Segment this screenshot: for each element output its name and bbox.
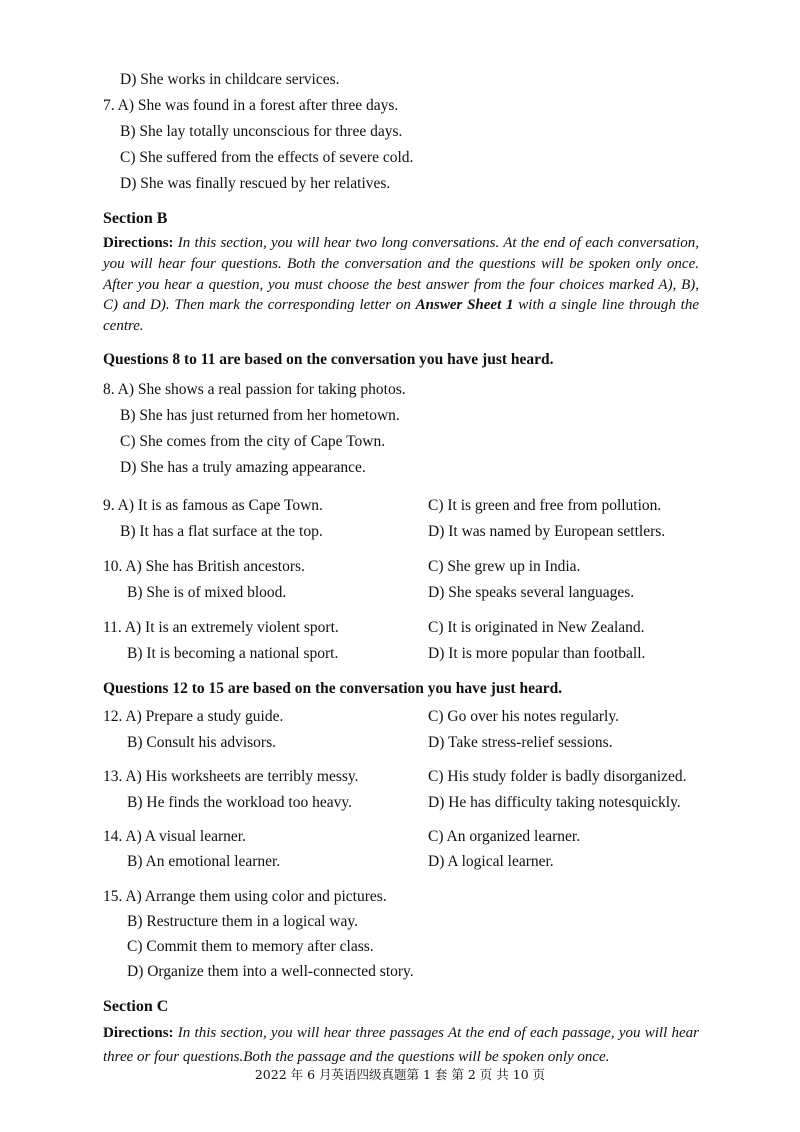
section-b-directions <box>103 233 699 337</box>
q11-option-b: B) It is becoming a national sport. <box>127 645 339 662</box>
q15-option-c: C) Commit them to memory after class. <box>127 938 374 955</box>
q14-option-b: B) An emotional learner. <box>127 853 281 870</box>
directions-text-end: with a single line through the centre. <box>103 297 699 335</box>
directions-text: In this section, you will hear two long conversations. At the end of each conversation, you will hear four questions. Both the conversation and the questions will be spoken only once. After you hear a question, you must choose the best answer from the four choices marked A), B), C) and D). Then mark the corresponding letter on <box>103 235 699 314</box>
q10-option-b: B) She is of mixed blood. <box>127 584 287 601</box>
q9-option-b: B) It has a flat surface at the top. <box>120 523 323 540</box>
section-c-title: Section C <box>103 998 169 1015</box>
q7-option-b: B) She lay totally unconscious for three days. <box>120 123 403 140</box>
section-b-title: Section B <box>103 210 168 227</box>
q11-option-d: D) It is more popular than football. <box>428 645 646 662</box>
q13-option-b: B) He finds the workload too heavy. <box>127 794 352 811</box>
q7-option-c: C) She suffered from the effects of severe cold. <box>120 149 414 166</box>
q8-option-b: B) She has just returned from her hometown. <box>120 407 400 424</box>
q10-option-a: 10. A) She has British ancestors. <box>103 558 305 575</box>
q15-option-b: B) Restructure them in a logical way. <box>127 913 358 930</box>
q9-option-d: D) It was named by European settlers. <box>428 523 666 540</box>
q15-option-a: 15. A) Arrange them using color and pictures. <box>103 888 387 905</box>
q13-option-c: C) His study folder is badly disorganized. <box>428 768 687 785</box>
directions-label: Directions: <box>103 235 174 251</box>
q10-option-d: D) She speaks several languages. <box>428 584 635 601</box>
q8-option-d: D) She has a truly amazing appearance. <box>120 459 366 476</box>
q12-option-b: B) Consult his advisors. <box>127 734 276 751</box>
q11-option-c: C) It is originated in New Zealand. <box>428 619 645 636</box>
q9-option-a: 9. A) It is as famous as Cape Town. <box>103 497 323 514</box>
q14-option-c: C) An organized learner. <box>428 828 581 845</box>
q7-option-a: 7. A) She was found in a forest after three days. <box>103 97 399 114</box>
directions-label-c: Directions: <box>103 1025 174 1041</box>
answer-sheet-ref: Answer Sheet 1 <box>415 297 514 314</box>
q8-option-a: 8. A) She shows a real passion for taking photos. <box>103 381 406 398</box>
q10-option-c: C) She grew up in India. <box>428 558 581 575</box>
q15-option-d: D) Organize them into a well-connected story. <box>127 963 414 980</box>
directions-text-c: In this section, you will hear three passages At the end of each passage, you will hear three or four questions.Both the passage and the questions will be spoken only once. <box>103 1025 699 1065</box>
q12-option-c: C) Go over his notes regularly. <box>428 708 619 725</box>
q13-option-a: 13. A) His worksheets are terribly messy. <box>103 768 359 785</box>
group1-header: Questions 8 to 11 are based on the conversation you have just heard. <box>103 351 554 368</box>
q7-option-d: D) She was finally rescued by her relatives. <box>120 175 391 192</box>
q14-option-d: D) A logical learner. <box>428 853 554 870</box>
q13-option-d: D) He has difficulty taking notesquickly. <box>428 794 681 811</box>
section-c-directions <box>103 1021 699 1069</box>
q14-option-a: 14. A) A visual learner. <box>103 828 246 845</box>
q6-option-d: D) She works in childcare services. <box>120 71 340 88</box>
page-footer: 2022 年 6 月英语四级真题第 1 套 第 2 页 共 10 页 <box>254 1067 546 1082</box>
q12-option-d: D) Take stress-relief sessions. <box>428 734 613 751</box>
q12-option-a: 12. A) Prepare a study guide. <box>103 708 284 725</box>
q9-option-c: C) It is green and free from pollution. <box>428 497 662 514</box>
q11-option-a: 11. A) It is an extremely violent sport. <box>103 619 339 636</box>
group2-header: Questions 12 to 15 are based on the conversation you have just heard. <box>103 680 563 697</box>
q8-option-c: C) She comes from the city of Cape Town. <box>120 433 386 450</box>
